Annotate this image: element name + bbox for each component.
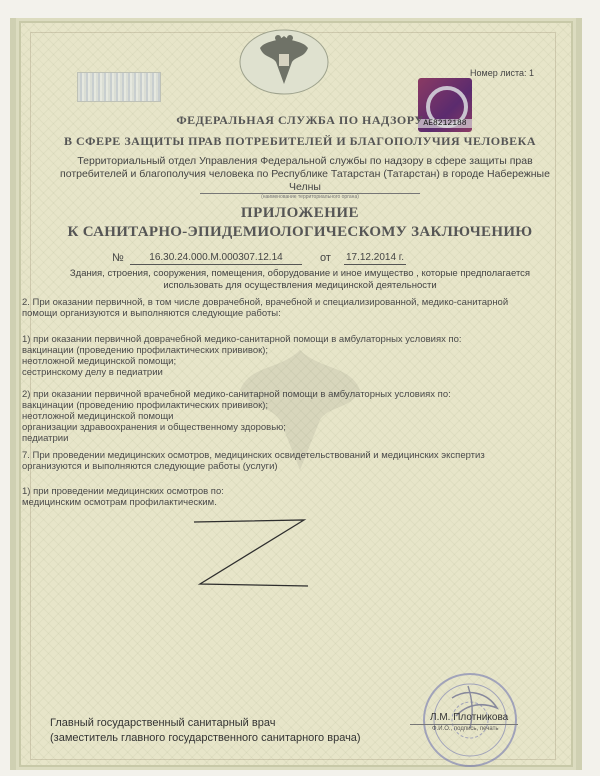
description-line-2: использовать для осуществления медицинской деятельности	[163, 280, 437, 291]
section-7-line: 7. При проведении медицинских осмотров, медицинских освидетельствований и медицинских экспертиз	[22, 450, 485, 461]
agency-line-2: В СФЕРЕ ЗАЩИТЫ ПРАВ ПОТРЕБИТЕЛЕЙ И БЛАГОПОЛУЧИЯ ЧЕЛОВЕКА	[64, 134, 536, 148]
object-description	[60, 268, 540, 292]
title-line-2: К САНИТАРНО-ЭПИДЕМИОЛОГИЧЕСКОМУ ЗАКЛЮЧЕНИЮ	[67, 224, 533, 240]
list-item: 1) при оказании первичной доврачебной медико-санитарной помощи в амбулаторных условиях по:	[22, 334, 462, 345]
section-2-line: 2. При оказании первичной, в том числе доврачебной, врачебной и специализированной, медико-санитарной	[22, 297, 509, 308]
certificate-number-row	[112, 252, 452, 266]
list-item: организации здравоохранения и общественному здоровью;	[22, 422, 286, 433]
hologram-strip	[77, 72, 161, 102]
description-line-1: Здания, строения, сооружения, помещения, оборудование и иное имущество , которые предполагается	[69, 268, 531, 279]
sheet-number: Номер листа: 1	[470, 68, 535, 78]
agency-line-1: ФЕДЕРАЛЬНАЯ СЛУЖБА ПО НАДЗОРУ	[176, 113, 424, 127]
security-code: AE8212188	[418, 119, 472, 128]
position-line-2: (заместитель главного государственного санитарного врача)	[50, 732, 361, 744]
certificate-date: 17.12.2014 г.	[345, 252, 405, 263]
list-primary-vrach	[22, 389, 542, 444]
list-item: вакцинации (проведению профилактических прививок);	[22, 345, 269, 356]
section-2	[22, 297, 542, 319]
z-strike-mark	[192, 518, 310, 588]
title-line-1: ПРИЛОЖЕНИЕ	[240, 205, 360, 221]
signatory-position	[50, 716, 361, 746]
territorial-office: Территориальный отдел Управления Федеральной службы по надзору в сфере защиты прав потребителей и благополучия человека по Республике Татарстан (Татарстан) в городе Набережные Челны	[60, 155, 550, 193]
signature-underline	[410, 724, 518, 725]
signatory-name: Л.М. Плотникова	[430, 712, 509, 723]
list-med-exams	[22, 486, 542, 508]
agency-name	[40, 113, 560, 149]
office-note: (наименование территориального органа)	[261, 194, 359, 200]
signature-caption: Ф.И.О., подпись, печать	[432, 726, 499, 732]
list-item: вакцинации (проведению профилактических прививок);	[22, 400, 269, 411]
position-line-1: Главный государственный санитарный врач	[50, 717, 276, 729]
list-item: неотложной медицинской помощи	[22, 411, 174, 422]
coat-of-arms-icon	[238, 24, 330, 96]
number-label: №	[112, 252, 124, 264]
date-label: от	[320, 252, 331, 264]
section-2-line: помощи организуются и выполняются следующие работы:	[22, 308, 281, 319]
document-title	[40, 205, 560, 241]
section-7	[22, 450, 542, 472]
list-item: медицинским осмотрам профилактическим.	[22, 497, 217, 508]
certificate-number: 16.30.24.000.М.000307.12.14	[130, 252, 302, 265]
list-item: неотложной медицинской помощи;	[22, 356, 177, 367]
list-item: 2) при оказании первичной врачебной медико-санитарной помощи в амбулаторных условиях по:	[22, 389, 451, 400]
section-7-line: организуются и выполняются следующие работы (услуги)	[22, 461, 278, 472]
list-item: педиатрии	[22, 433, 69, 444]
list-primary-prevrach	[22, 334, 542, 378]
list-item: 1) при проведении медицинских осмотров по:	[22, 486, 224, 497]
list-item: сестринскому делу в педиатрии	[22, 367, 163, 378]
